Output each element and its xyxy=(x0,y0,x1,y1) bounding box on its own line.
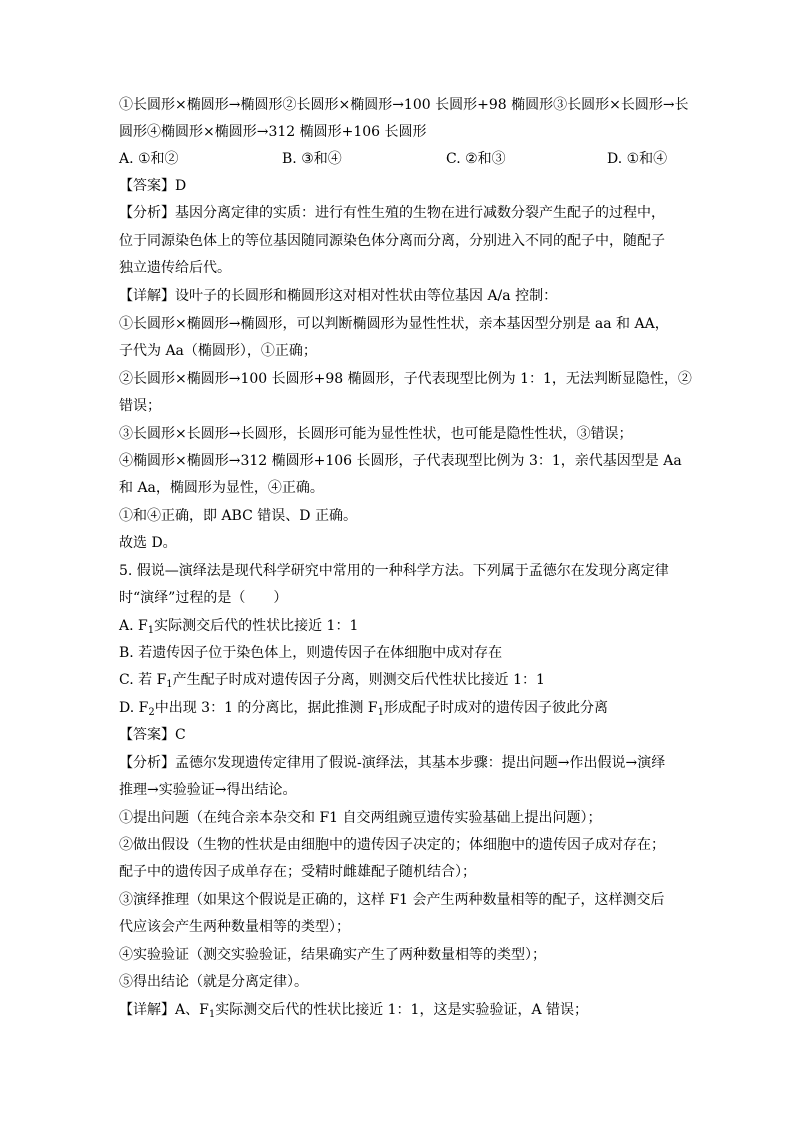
q4-option-a[interactable]: A. ①和② xyxy=(119,151,179,167)
q5-answer: 【答案】C xyxy=(119,727,186,743)
q5-option-c[interactable] xyxy=(119,672,545,690)
q4-detail-line-9: ①和④正确，即 ABC 错误、D 正确。 xyxy=(119,508,357,524)
q5-option-d-text: 形成配子时成对的遗传因子彼此分离 xyxy=(383,700,608,716)
q4-detail-line-7: ④椭圆形×椭圆形→312 椭圆形+106 长圆形，子代表现型比例为 3：1，亲代基因型是 Aa xyxy=(119,453,682,469)
q5-option-a-prefix: A. F xyxy=(119,618,148,634)
q4-options xyxy=(119,152,679,168)
q5-stem-line-2: 时“演绎”过程的是（ ） xyxy=(119,590,288,606)
q4-analysis-line-2: 位于同源染色体上的等位基因随同源染色体分离而分离，分别进入不同的配子中，随配子 xyxy=(119,233,665,249)
q4-detail-line-1: 【详解】设叶子的长圆形和椭圆形这对相对性状由等位基因 A/a 控制： xyxy=(119,288,558,304)
q5-analysis-line-3: ①提出问题（在纯合亲本杂交和 F1 自交两组豌豆遗传实验基础上提出问题）； xyxy=(119,810,602,826)
q5-analysis-line-7: 代应该会产生两种数量相等的类型）； xyxy=(119,919,350,935)
q5-analysis-line-8: ④实验验证（测交实验验证，结果确实产生了两种数量相等的类型）； xyxy=(119,947,546,963)
q5-detail-line-1 xyxy=(119,1002,589,1020)
q4-option-c[interactable]: C. ②和③ xyxy=(446,151,506,167)
q5-analysis-line-1: 【分析】孟德尔发现遗传定律用了假说-演绎法，其基本步骤：提出问题→作出假说→演绎 xyxy=(119,755,666,771)
q4-detail-line-8: 和 Aa，椭圆形为显性，④正确。 xyxy=(119,480,324,496)
q4-answer: 【答案】D xyxy=(119,178,187,194)
q4-detail-line-10: 故选 D。 xyxy=(119,535,177,551)
q4-detail-line-6: ③长圆形×长圆形→长圆形，长圆形可能为显性性状，也可能是隐性性状，③错误； xyxy=(119,426,633,442)
q5-analysis-line-9: ⑤得出结论（就是分离定律）。 xyxy=(119,974,308,990)
q5-option-c-subscript: 1 xyxy=(166,679,173,690)
q4-option-d[interactable]: D. ①和④ xyxy=(607,151,668,167)
q4-option-b[interactable]: B. ③和④ xyxy=(282,151,342,167)
q5-option-a-text: 实际测交后代的性状比接近 1：1 xyxy=(154,618,359,634)
q5-option-c-prefix: C. 若 F xyxy=(119,672,167,688)
q5-option-a[interactable] xyxy=(119,618,359,636)
q4-detail-line-3: 子代为 Aa（椭圆形），①正确； xyxy=(119,343,317,359)
q4-analysis-line-1: 【分析】基因分离定律的实质：进行有性生殖的生物在进行减数分裂产生配子的过程中， xyxy=(119,205,665,221)
q5-analysis-line-6: ③演绎推理（如果这个假说是正确的，这样 F1 会产生两种数量相等的配子，这样测交后 xyxy=(119,892,665,908)
q4-detail-line-2: ①长圆形×椭圆形→椭圆形，可以判断椭圆形为显性性状，亲本基因型分别是 aa 和 AA， xyxy=(119,316,669,332)
q5-stem-line-1: 5. 假说—演绎法是现代科学研究中常用的一种科学方法。下列属于孟德尔在发现分离定律 xyxy=(119,563,669,579)
q5-analysis-line-4: ②做出假设（生物的性状是由细胞中的遗传因子决定的；体细胞中的遗传因子成对存在； xyxy=(119,837,665,853)
q5-option-d[interactable] xyxy=(119,700,608,718)
q4-analysis-line-3: 独立遗传给后代。 xyxy=(119,260,231,276)
q4-detail-line-4: ②长圆形×椭圆形→100 长圆形+98 椭圆形，子代表现型比例为 1：1，无法判断显隐性，② xyxy=(119,371,692,387)
q5-option-d-subscript: 2 xyxy=(148,707,155,718)
q5-option-d-subscript-2: 1 xyxy=(377,707,384,718)
q5-option-a-subscript: 1 xyxy=(147,625,155,636)
q5-detail-subscript: 1 xyxy=(208,1009,216,1020)
q5-analysis-line-5: 配子中的遗传因子成单存在；受精时雌雄配子随机结合）； xyxy=(119,864,476,880)
q5-detail-prefix: 【详解】A、F xyxy=(119,1002,209,1018)
q5-option-d-middle: 中出现 3：1 的分离比，据此推测 F xyxy=(154,700,378,716)
q5-option-c-text: 产生配子时成对遗传因子分离，则测交后代性状比接近 1：1 xyxy=(172,672,545,688)
q4-stem-line-1: ①长圆形×椭圆形→椭圆形②长圆形×椭圆形→100 长圆形+98 椭圆形③长圆形×长圆形→长 xyxy=(119,97,689,113)
q4-detail-line-5: 错误； xyxy=(119,398,161,414)
q4-stem-line-2: 圆形④椭圆形×椭圆形→312 椭圆形+106 长圆形 xyxy=(119,124,427,140)
q5-option-d-prefix: D. F xyxy=(119,700,149,716)
q5-analysis-line-2: 推理→实验验证→得出结论。 xyxy=(119,782,297,798)
q5-detail-text: 实际测交后代的性状比接近 1：1，这是实验验证，A 错误； xyxy=(215,1002,589,1018)
q5-option-b[interactable]: B. 若遗传因子位于染色体上，则遗传因子在体细胞中成对存在 xyxy=(119,645,503,661)
